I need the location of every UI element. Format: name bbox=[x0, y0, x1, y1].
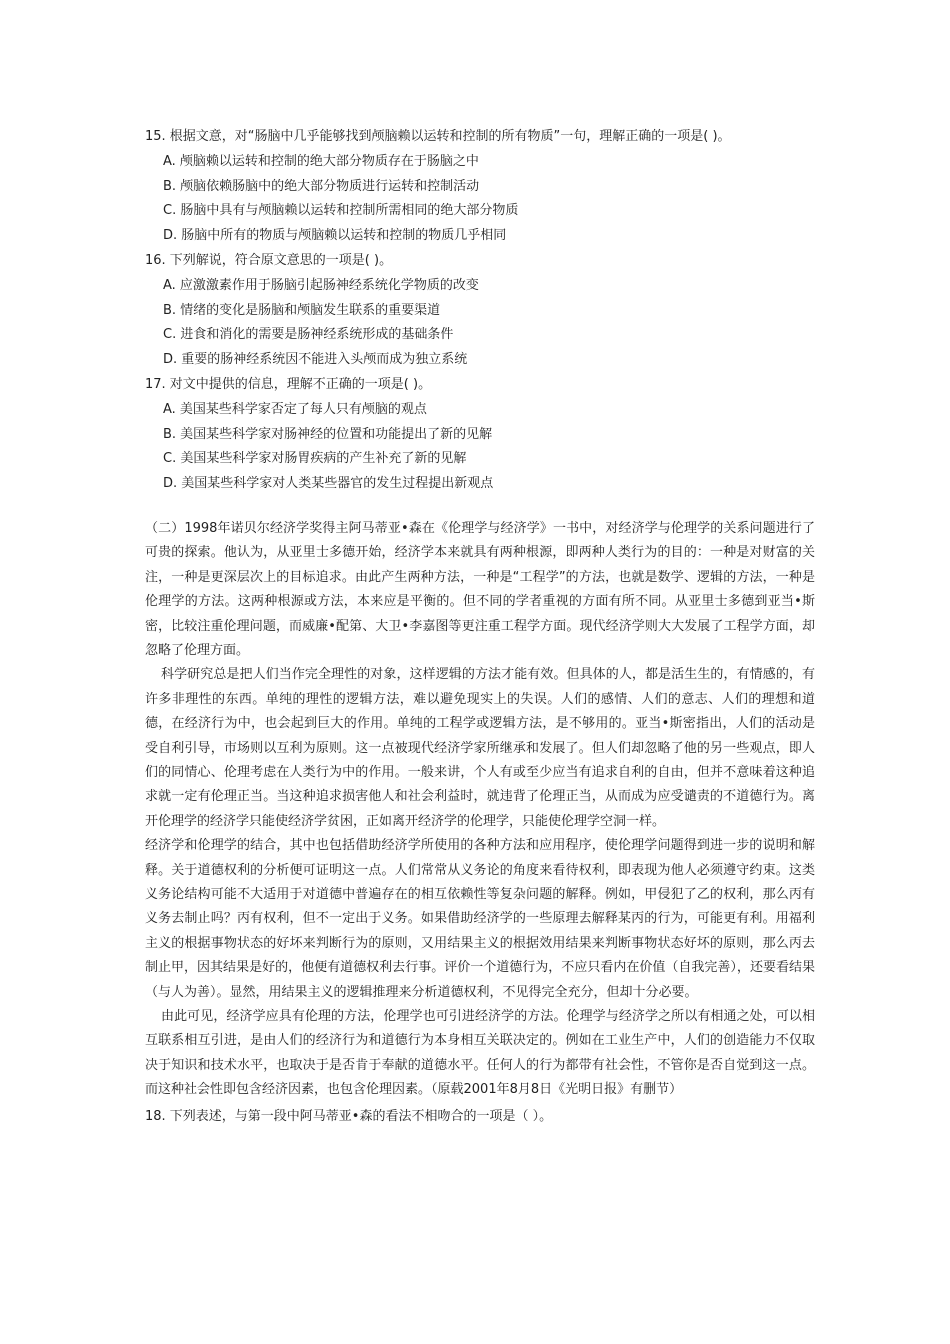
passage-paragraph-2: 科学研究总是把人们当作完全理性的对象，这样逻辑的方法才能有效。但具体的人，都是活生生的，有情感的，有许多非理性的东西。单纯的理性的逻辑方法，难以避免现实上的失误。人们的感情、人们的意志、人们的理想和道德，在经济行为中，也会起到巨大的作用。单纯的工程学或逻辑方法，是不够用的。亚当•斯密指出，人们的活动是受自利引导，市场则以互利为原则。这一点被现代经济学家所继承和发展了。但人们却忽略了他的另一些观点，即人们的同情心、伦理考虑在人类行为中的作用。一般来讲，个人有或至少应当有追求自利的自由，但并不意味着这种追求就一定有伦理正当。当这种追求损害他人和社会利益时，就违背了伦理正当，从而成为应受谴责的不道德行为。离开伦理学的经济学只能使经济学贫困，正如离开经济学的伦理学，只能使伦理学空洞一样。 bbox=[145, 667, 815, 829]
passage-paragraph-3: 经济学和伦理学的结合，其中也包括借助经济学所使用的各种方法和应用程序，使伦理学问题得到进一步的说明和解释。关于道德权利的分析便可证明这一点。人们常常从义务论的角度来看待权利，即表现为他人必须遵守约束。这类义务论结构可能不大适用于对道德中普遍存在的相互依赖性等复杂问题的解释。例如，甲侵犯了乙的权利，那么丙有义务去制止吗？丙有权利，但不一定出于义务。如果借助经济学的一些原理去解释某丙的行为，可能更有利。用福利主义的根据事物状态的好坏来判断行为的原则，又用结果主义的根据效用结果来判断事物状态好坏的原则，那么丙去制止甲，因其结果是好的，他便有道德权利去行事。评价一个道德行为，不应只看内在价值（自我完善），还要看结果（与人为善）。显然，用结果主义的逻辑推理来分析道德权利，不见得完全充分，但却十分必要。 bbox=[145, 838, 815, 1000]
option-b: B. 美国某些科学家对肠神经的位置和功能提出了新的见解 bbox=[163, 426, 493, 442]
question-stem: 16. 下列解说，符合原文意思的一项是( )。 bbox=[145, 252, 393, 268]
section-gap bbox=[145, 497, 815, 517]
option-b: B. 情绪的变化是肠脑和颅脑发生联系的重要渠道 bbox=[163, 302, 441, 318]
question-16 bbox=[145, 249, 815, 373]
option-a: A. 颅脑赖以运转和控制的绝大部分物质存在于肠脑之中 bbox=[163, 153, 479, 169]
option-c: C. 美国某些科学家对肠胃疾病的产生补充了新的见解 bbox=[163, 451, 467, 467]
option-d: D. 重要的肠神经系统因不能进入头颅而成为独立系统 bbox=[163, 352, 468, 368]
option-b: B. 颅脑依赖肠脑中的绝大部分物质进行运转和控制活动 bbox=[163, 178, 480, 194]
document-page bbox=[145, 125, 815, 1130]
option-c: C. 肠脑中具有与颅脑赖以运转和控制所需相同的绝大部分物质 bbox=[163, 203, 519, 219]
reading-passage bbox=[145, 517, 815, 1103]
question-stem: 15. 根据文意，对“肠脑中几乎能够找到颅脑赖以运转和控制的所有物质”一句，理解正确的一项是( )。 bbox=[145, 129, 731, 144]
option-d: D. 肠脑中所有的物质与颅脑赖以运转和控制的物质几乎相同 bbox=[163, 228, 507, 244]
option-a: A. 美国某些科学家否定了每人只有颅脑的观点 bbox=[163, 401, 427, 417]
option-a: A. 应激激素作用于肠脑引起肠神经系统化学物质的改变 bbox=[163, 277, 479, 293]
question-18-stem: 18. 下列表述，与第一段中阿马蒂亚•森的看法不相吻合的一项是（ ）。 bbox=[145, 1108, 553, 1124]
question-stem: 17. 对文中提供的信息，理解不正确的一项是( )。 bbox=[145, 376, 432, 392]
passage-paragraph-1: （二）1998年诺贝尔经济学奖得主阿马蒂亚•森在《伦理学与经济学》一书中，对经济学与伦理学的关系问题进行了可贵的探索。他认为，从亚里士多德开始，经济学本来就具有两种根源，即两种人类行为的目的：一种是对财富的关注，一种是更深层次上的目标追求。由此产生两种方法，一种是“工程学”的方法，也就是数学、逻辑的方法，一种是伦理学的方法。这两种根源或方法，本来应是平衡的。但不同的学者重视的方面有所不同。从亚里士多德到亚当•斯密，比较注重伦理问题，而威廉•配第、大卫•李嘉图等更注重工程学方面。现代经济学则大大发展了工程学方面，却忽略了伦理方面。 bbox=[145, 520, 815, 658]
question-15 bbox=[145, 125, 815, 249]
option-d: D. 美国某些科学家对人类某些器官的发生过程提出新观点 bbox=[163, 476, 494, 492]
passage-paragraph-4: 由此可见，经济学应具有伦理的方法，伦理学也可引进经济学的方法。伦理学与经济学之所以有相通之处，可以相互联系相互引进，是由人们的经济行为和道德行为本身相互关联决定的。例如在工业生产中，人们的创造能力不仅取决于知识和技术水平，也取决于是否肯于奉献的道德水平。任何人的行为都带有社会性，不管你是否自觉到这一点。而这种社会性即包含经济因素，也包含伦理因素。（原载2001年8月8日《光明日报》有删节） bbox=[145, 1009, 815, 1098]
option-c: C. 进食和消化的需要是肠神经系统形成的基础条件 bbox=[163, 327, 454, 343]
question-17 bbox=[145, 373, 815, 497]
